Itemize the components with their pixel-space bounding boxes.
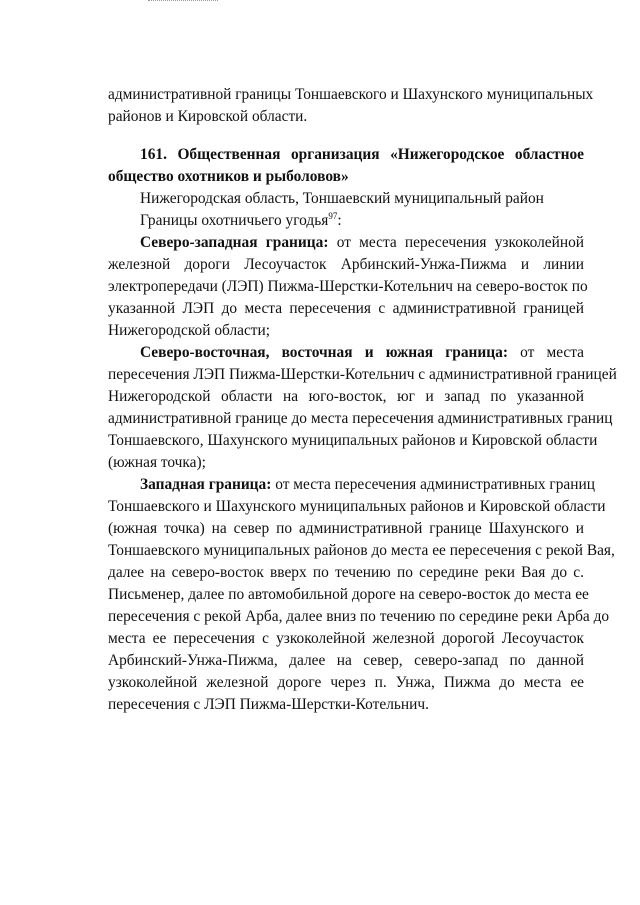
text-line: Письменер, далее по автомобильной дороге на северо-восток до места ее: [108, 586, 589, 603]
section-161-title: 161. Общественная организация «Нижегородское областное: [140, 146, 584, 163]
footnote-ref: 97: [328, 210, 338, 221]
text-line: Нижегородской области;: [108, 322, 271, 339]
text-line: указанной ЛЭП до места пересечения с административной границей: [108, 300, 584, 317]
text-line: (южная точка) на север по административной границе Шахунского и: [108, 520, 584, 537]
text-line: узкоколейной железной дороге через п. Унжа, Пижма до места ее: [108, 674, 584, 691]
borders-intro: Границы охотничьего угодья$^{97}$:: [140, 210, 342, 229]
text-line: Тоншаевского, Шахунского муниципальных районов и Кировской области: [108, 432, 598, 449]
text-line: Арбинский-Унжа-Пижма, далее на север, северо-запад по данной: [108, 652, 584, 669]
text-line: административной границе до места пересечения административных границ: [108, 410, 613, 427]
text-line: Тоншаевского и Шахунского муниципальных районов и Кировской области: [108, 498, 606, 515]
text-line: пересечения ЛЭП Пижма-Шерстки-Котельнич с административной границей: [108, 366, 617, 383]
northeast-border-line: Северо-восточная, восточная и южная граница: от места: [140, 344, 584, 361]
northwest-border-line: Северо-западная граница: от места пересечения узкоколейной: [140, 234, 584, 251]
west-border-line: Западная граница: от места пересечения административных границ: [140, 476, 595, 493]
text-line: пересечения с рекой Арба, далее вниз по течению по середине реки Арба до: [108, 608, 610, 625]
text-line: (южная точка);: [108, 454, 206, 471]
section-161-title-cont: общество охотников и рыболовов»: [108, 168, 349, 185]
text-line: далее на северо-восток вверх по течению по середине реки Вая до с.: [108, 564, 584, 581]
text-line: административной границы Тоншаевского и Шахунского муниципальных: [108, 86, 594, 103]
text-line: районов и Кировской области.: [108, 108, 308, 125]
region-line: Нижегородская область, Тоншаевский муниципальный район: [140, 190, 544, 207]
text-line: пересечения с ЛЭП Пижма-Шерстки-Котельнич.: [108, 696, 429, 713]
text-line: Нижегородской области на юго-восток, юг и запад по указанной: [108, 388, 584, 405]
scan-artifact: [148, 0, 218, 4]
text-line: места ее пересечения с узкоколейной железной дорогой Лесоучасток: [108, 630, 584, 647]
text-line: электропередачи (ЛЭП) Пижма-Шерстки-Котельнич на северо-восток по: [108, 278, 588, 295]
text-line: железной дороги Лесоучасток Арбинский-Унжа-Пижма и линии: [108, 256, 584, 273]
text-line: Тоншаевского муниципальных районов до места ее пересечения с рекой Вая,: [108, 542, 615, 559]
